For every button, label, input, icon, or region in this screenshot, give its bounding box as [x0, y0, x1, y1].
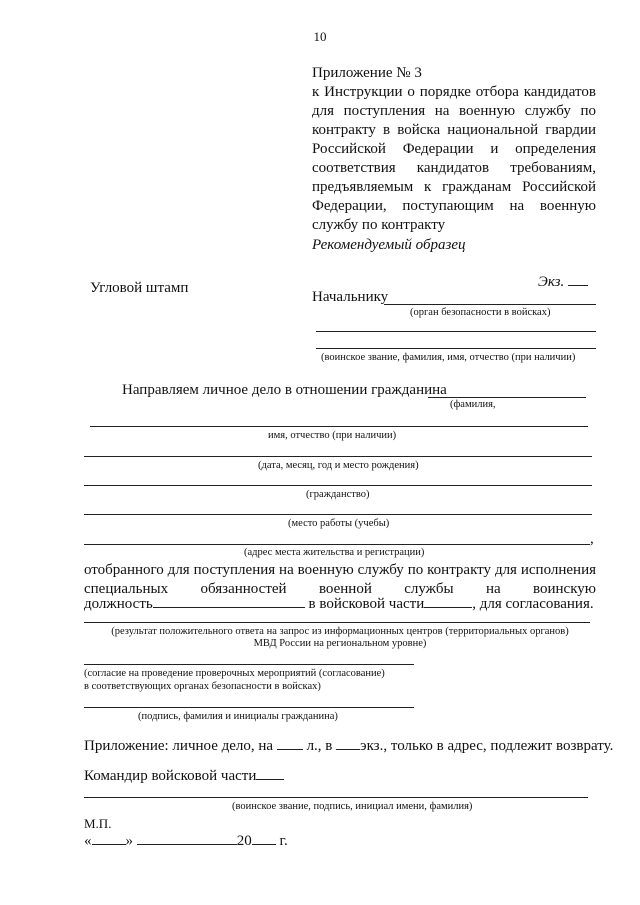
- appendix-title: Приложение № 3: [312, 65, 422, 81]
- surname-field[interactable]: [428, 397, 586, 398]
- hint-citizenship: (гражданство): [306, 489, 370, 500]
- addressee-field-2[interactable]: [316, 331, 596, 332]
- page-number: 10: [313, 29, 327, 44]
- selection-line: специальных обязанностей военной службы на воинскую: [84, 581, 596, 597]
- addressee-hint-rank: (воинское звание, фамилия, имя, отчество (при наличии): [321, 352, 576, 363]
- unit-field[interactable]: [424, 593, 472, 608]
- appendix-line: службу по контракту: [312, 217, 446, 233]
- result-field[interactable]: [84, 622, 590, 623]
- attachment-copies: экз., только в адрес, подлежит возврату.: [360, 738, 614, 754]
- citizenship-field[interactable]: [84, 485, 592, 486]
- date-day-field[interactable]: [92, 830, 126, 845]
- selection-line: отобранного для поступления на военную службу по контракту для исполнения: [84, 562, 596, 578]
- hint-result-2: МВД России на региональном уровне): [253, 638, 427, 649]
- appendix-line: контракту в войска национальной гвардии: [312, 122, 596, 138]
- appendix-line: Федерации, поступающим на военную: [312, 198, 596, 214]
- hint-name: имя, отчество (при наличии): [268, 430, 397, 441]
- addressee-label: Начальнику: [312, 289, 389, 305]
- birth-field[interactable]: [84, 456, 592, 457]
- position-row: [84, 593, 594, 614]
- position-label: должность: [84, 596, 153, 612]
- address-field[interactable]: [84, 544, 590, 545]
- date-month-field[interactable]: [137, 830, 237, 845]
- sample-label: Рекомендуемый образец: [312, 237, 466, 253]
- approval-label: , для согласования.: [472, 596, 594, 612]
- hint-address: (адрес места жительства и регистрации): [244, 547, 425, 558]
- appendix-line: Российской Федерации и определения: [312, 141, 596, 157]
- copy-number-field[interactable]: [568, 271, 588, 286]
- hint-consent-1: (согласие на проведение проверочных мероприятий (согласование): [84, 668, 385, 679]
- addressee-field-3[interactable]: [316, 348, 596, 349]
- date-close-quote: »: [125, 833, 133, 849]
- unit-label: в войсковой части: [308, 596, 425, 612]
- copies-field[interactable]: [336, 735, 360, 750]
- copy-number-label: Экз.: [538, 274, 565, 290]
- attachment-prefix: Приложение: личное дело, на: [84, 738, 274, 754]
- work-field[interactable]: [84, 514, 592, 515]
- hint-work: (место работы (учебы): [288, 518, 390, 529]
- commander-field[interactable]: [84, 797, 588, 798]
- hint-consent-2: в соответствующих органах безопасности в войсках): [84, 681, 321, 692]
- date-row: [84, 830, 288, 851]
- date-year-suffix: г.: [279, 833, 288, 849]
- appendix-line: для поступления на военную службу по: [312, 103, 596, 119]
- appendix-description: [312, 83, 596, 235]
- signature-field[interactable]: [84, 707, 414, 708]
- date-open-quote: «: [84, 833, 92, 849]
- addressee-hint-body: (орган безопасности в войсках): [410, 307, 551, 318]
- hint-result-1: (результат положительного ответа на запрос из информационных центров (территориальных органов): [111, 626, 569, 637]
- address-comma: ,: [590, 531, 594, 547]
- name-field[interactable]: [90, 426, 588, 427]
- appendix-line: к Инструкции о порядке отбора кандидатов: [312, 84, 596, 100]
- hint-commander: (воинское звание, подпись, инициал имени, фамилия): [232, 801, 473, 812]
- hint-birth: (дата, месяц, год и место рождения): [258, 460, 419, 471]
- hint-surname: (фамилия,: [450, 399, 496, 410]
- sheets-field[interactable]: [277, 735, 303, 750]
- date-year-prefix: 20: [236, 833, 252, 849]
- date-year-field[interactable]: [252, 830, 276, 845]
- stamp-place: М.П.: [84, 816, 112, 831]
- commander-unit-field[interactable]: [256, 765, 284, 780]
- position-field[interactable]: [153, 593, 305, 608]
- hint-signature: (подпись, фамилия и инициалы гражданина): [138, 711, 338, 722]
- appendix-line: предъявляемым к гражданам Российской: [312, 179, 596, 195]
- copy-number: [538, 271, 588, 292]
- commander-row: [84, 765, 284, 786]
- attachment-sheets: л., в: [306, 738, 333, 754]
- attachment-row: [84, 735, 613, 756]
- consent-field[interactable]: [84, 664, 414, 665]
- addressee-field[interactable]: [384, 304, 596, 305]
- commander-label: Командир войсковой части: [84, 768, 257, 784]
- intro-text: Направляем личное дело в отношении гражданина: [122, 382, 447, 398]
- appendix-line: соответствия кандидатов требованиям,: [312, 160, 596, 176]
- corner-stamp-label: Угловой штамп: [90, 280, 189, 296]
